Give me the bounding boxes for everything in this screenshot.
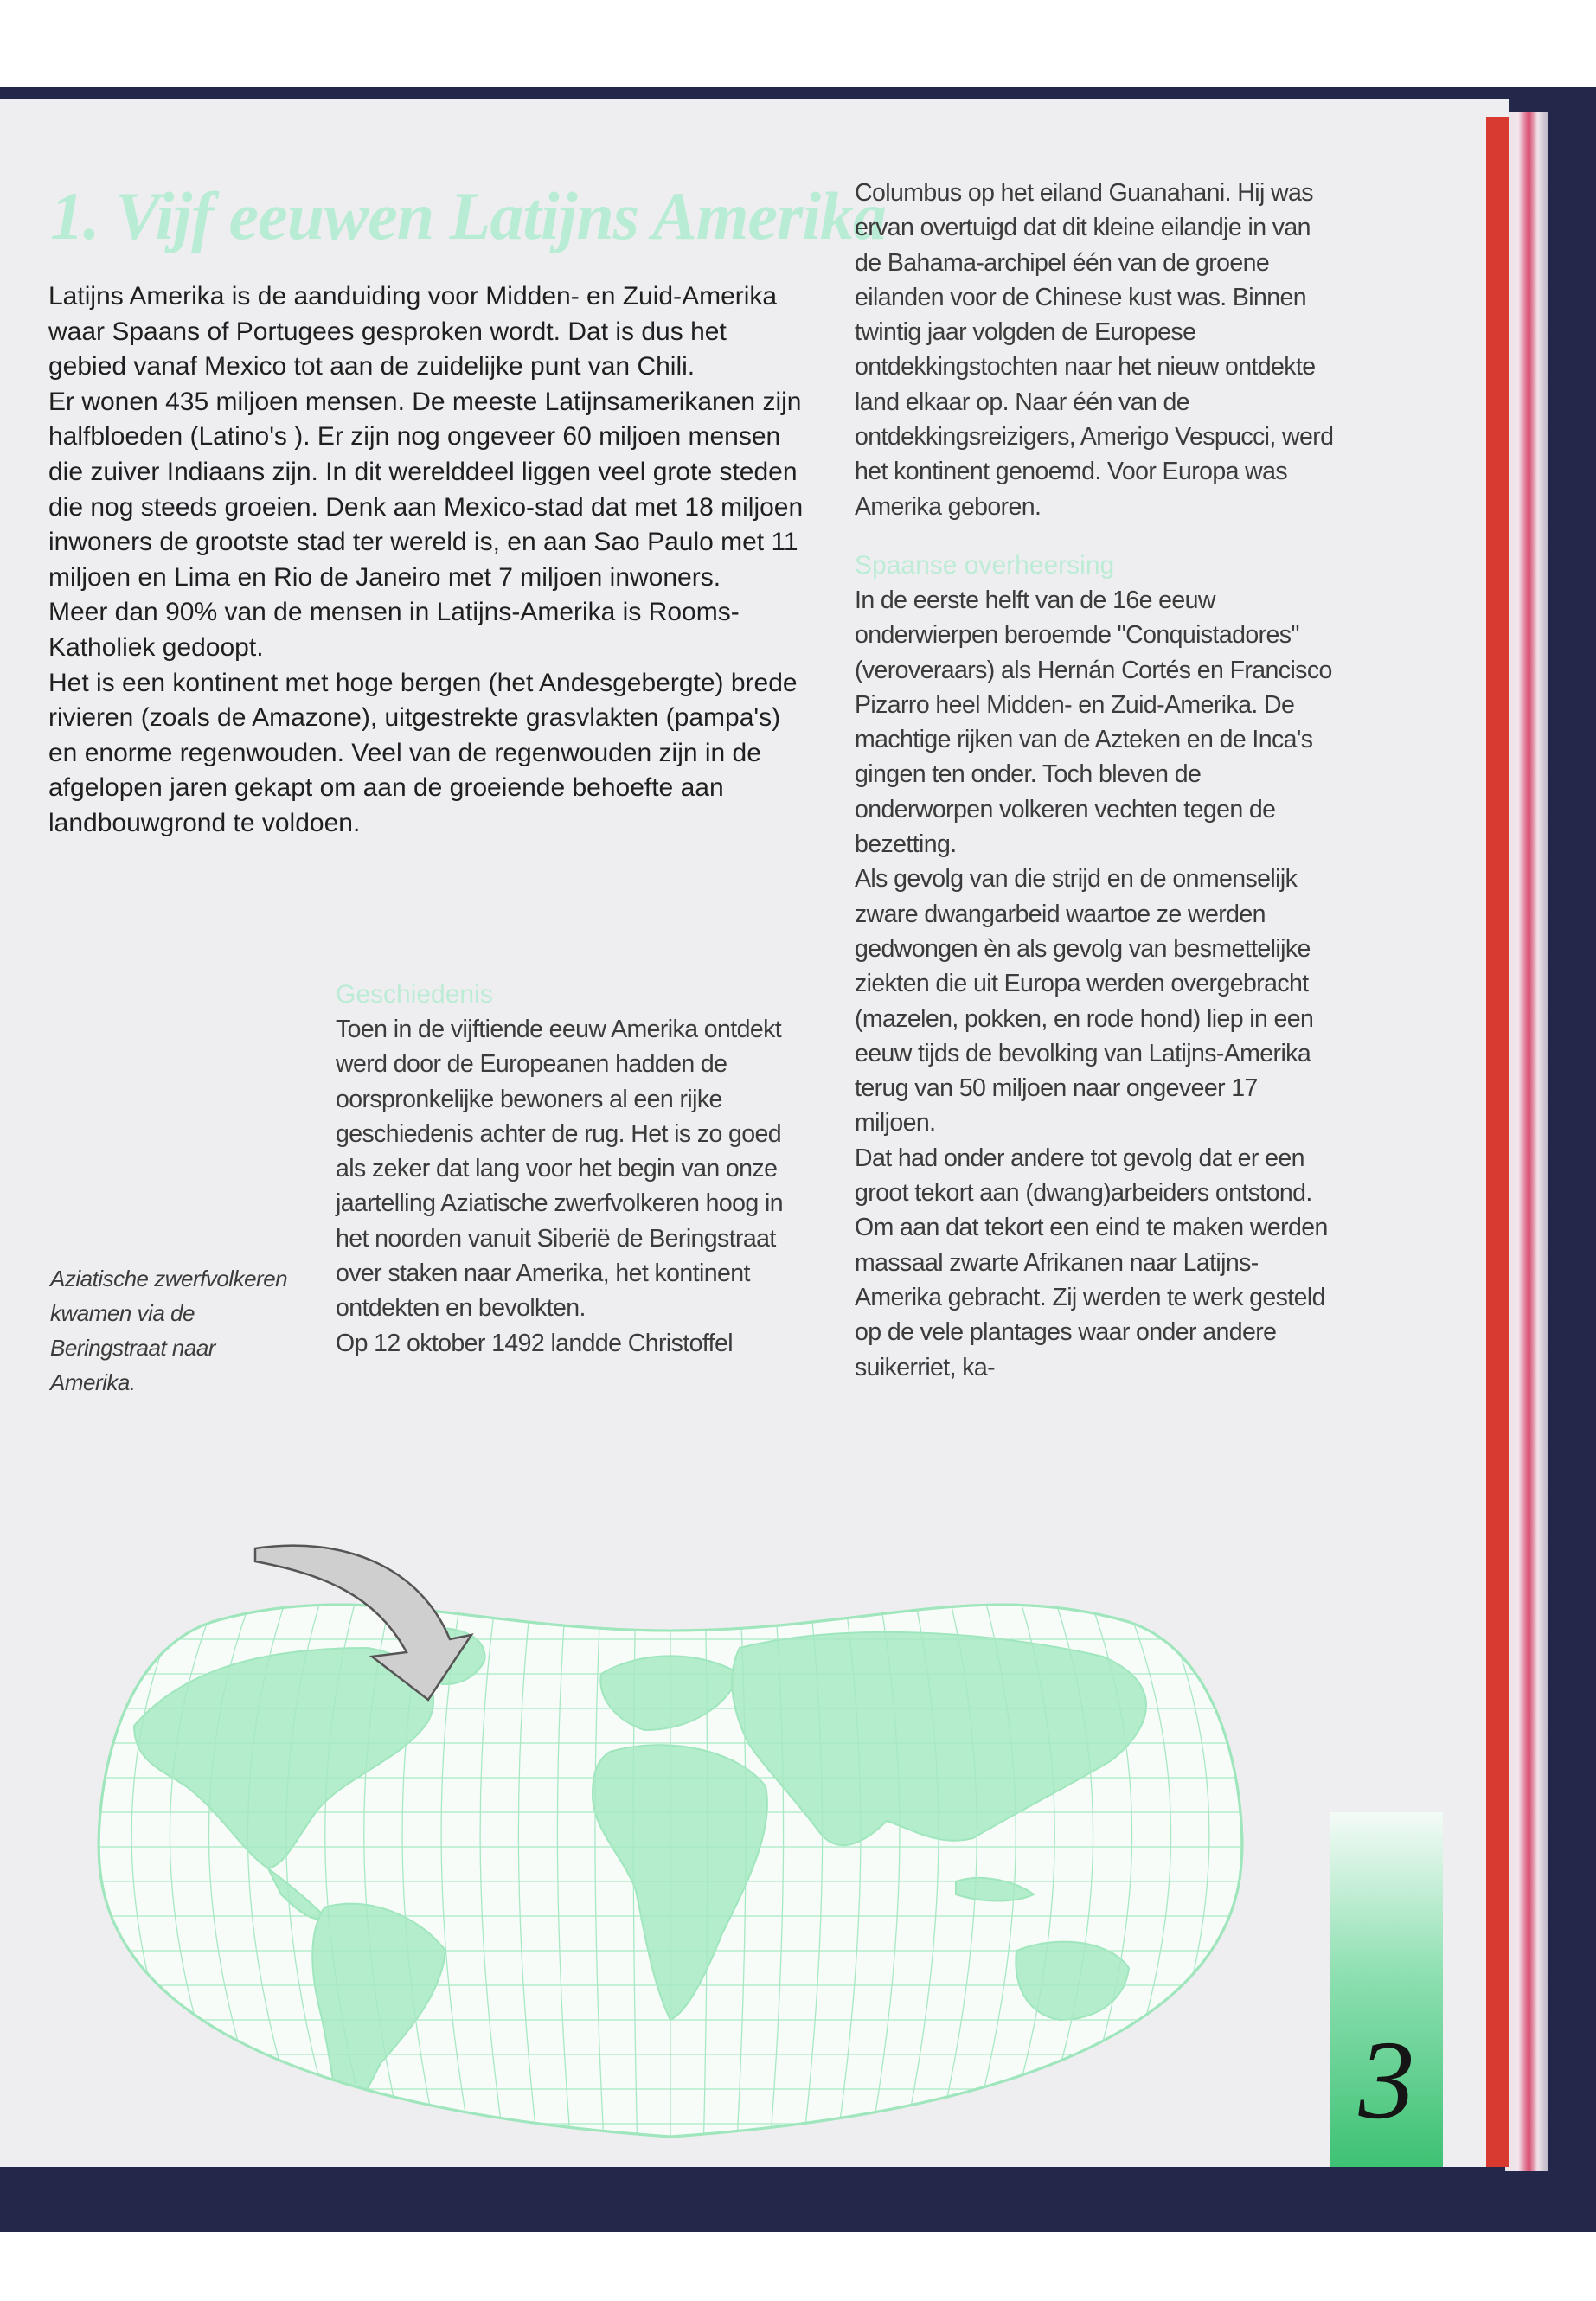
history-paragraph: Op 12 oktober 1492 landde Christoffel bbox=[336, 1329, 733, 1357]
intro-paragraph: Er wonen 435 miljoen mensen. De meeste Latijnsamerikanen zijn halfbloeden (Latino's ). Er zijn nog ongeveer 60 miljoen mensen die zuiver Indiaans zijn. In dit werelddeel liggen veel grote steden die nog steeds groeien. Denk aan Mexico-stad dat met 18 miljoen inwoners de grootste stad ter wereld is, en aan Sao Paulo met 11 miljoen en Lima en Rio de Janeiro met 7 miljoen inwoners. bbox=[48, 387, 804, 592]
chapter-title: 1. Vijf eeuwen Latijns Amerika bbox=[50, 178, 887, 253]
intro-paragraph: Het is een kontinent met hoge bergen (het Andesgebergte) brede rivieren (zoals de Amazone), uitgestrekte grasvlakten (pampa's) en enorme regenwouden. Veel van de regenwouden zijn in de afgelopen jaren gekapt om aan de groeiende behoefte aan landbouwgrond te voldoen. bbox=[48, 668, 798, 837]
red-page-tab bbox=[1486, 117, 1509, 2167]
spanish-rule-paragraph: Dat had onder andere tot gevolg dat er een groot tekort aan (dwang)arbeiders ontstond. Om aan dat tekort een eind te maken werden massaal zwarte Afrikanen naar Latijns-Amerika gebracht. Zij werden te werk gesteld op de vele plantages waar onder andere suikerriet, ka- bbox=[855, 1144, 1328, 1381]
right-column bbox=[855, 176, 1339, 1385]
spanish-rule-heading: Spaanse overheersing bbox=[855, 550, 1115, 580]
spanish-rule-paragraph: In de eerste helft van de 16e eeuw onderwierpen beroemde "Conquistadores" (veroveraars) als Hernán Cortés en Francisco Pizarro heel Midden- en Zuid-Amerika. De machtige rijken van de Azteken en de Inca's gingen ten onder. Toch bleven de onderworpen volkeren vechten tegen de bezetting. bbox=[855, 586, 1332, 859]
columbus-paragraph: Columbus op het eiland Guanahani. Hij was ervan overtuigd dat dit kleine eilandje in van de Bahama-archipel één van de groene eilanden voor de Chinese kust was. Binnen twintig jaar volgden de Europese ontdekkingstochten naar het nieuw ontdekte land elkaar op. Naar één van de ontdekkingsreizigers, Amerigo Vespucci, werd het kontinent genoemd. Voor Europa was Amerika geboren. bbox=[855, 179, 1334, 521]
history-column bbox=[336, 977, 803, 1361]
book-page bbox=[0, 99, 1509, 2167]
intro-paragraph: Latijns Amerika is de aanduiding voor Midden- en Zuid-Amerika waar Spaans of Portugees gesproken wordt. Dat is dus het gebied vanaf Mexico tot aan de zuidelijke punt van Chili. bbox=[48, 282, 778, 381]
intro-text bbox=[48, 279, 810, 842]
history-heading: Geschiedenis bbox=[336, 980, 493, 1009]
book-page-edges bbox=[1505, 112, 1548, 2171]
page-number: 3 bbox=[1358, 2018, 1415, 2143]
map-caption: Aziatische zwerfvolkeren kwamen via de Beringstraat naar Amerika. bbox=[50, 1266, 288, 1395]
world-map-icon bbox=[82, 1501, 1259, 2158]
spanish-rule-paragraph: Als gevolg van die strijd en de onmenselijk zware dwangarbeid waartoe ze werden gedwongen èn als gevolg van besmettelijke ziekten die uit Europa werden overgebracht (mazelen, pokken, en rode hond) liep in een eeuw tijds de bevolking van Latijns-Amerika terug van 50 miljoen naar ongeveer 17 miljoen. bbox=[855, 865, 1314, 1138]
history-paragraph: Toen in de vijftiende eeuw Amerika ontdekt werd door de Europeanen hadden de oorspronkelijke bewoners al een rijke geschiedenis achter de rug. Het is zo goed als zeker dat lang voor het begin van onze jaartelling Aziatische zwerfvolkeren hoog in het noorden vanuit Siberië de Beringstraat over staken naar Amerika, het kontinent ontdekten en bevolkten. bbox=[336, 1016, 783, 1323]
intro-paragraph: Meer dan 90% van de mensen in Latijns-Amerika is Rooms-Katholiek gedoopt. bbox=[48, 598, 740, 662]
